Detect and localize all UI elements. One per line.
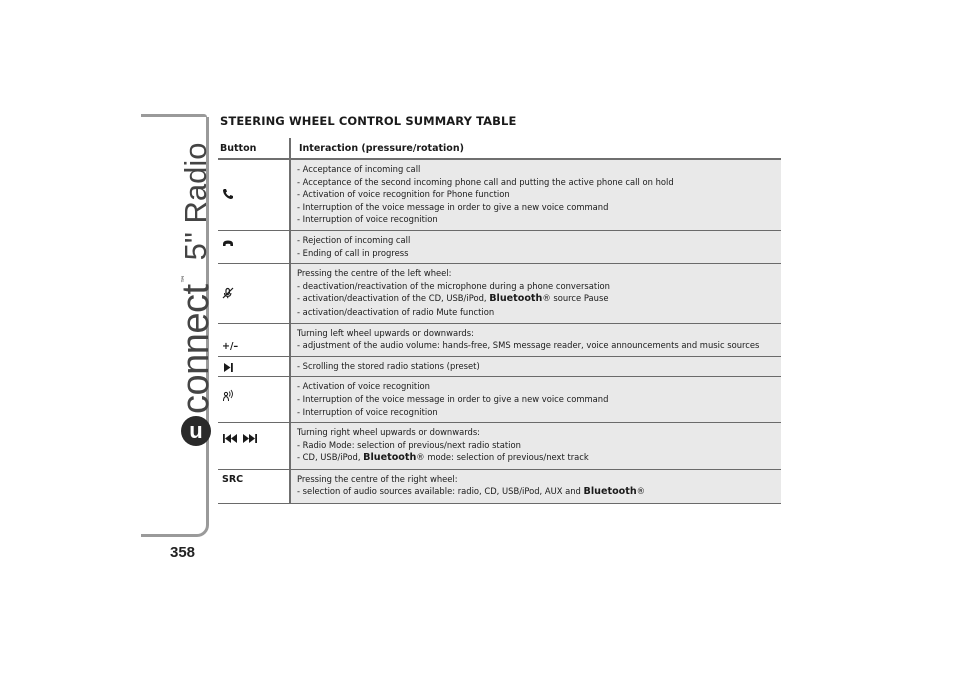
bluetooth-brand: Bluetooth bbox=[363, 452, 417, 464]
row-line: - activation/deactivation of radio Mute function bbox=[297, 306, 495, 317]
brand-trademark: ™ bbox=[181, 274, 191, 284]
row-line: - Acceptance of incoming call bbox=[297, 164, 421, 174]
voice-recognition-icon bbox=[222, 389, 235, 402]
phone-pickup-icon bbox=[222, 188, 234, 200]
row-line: - Activation of voice recognition bbox=[297, 381, 430, 392]
src-label: SRC bbox=[222, 473, 244, 485]
row-line: - deactivation/reactivation of the microphone during a phone conversation bbox=[297, 280, 610, 291]
row-line: - Activation of voice recognition for Phone function bbox=[297, 189, 510, 200]
row-line: - adjustment of the audio volume: hands-free, SMS message reader, voice announcements and music sources bbox=[297, 340, 760, 351]
row-line: - Interruption of the voice message in order to give a new voice command bbox=[297, 393, 609, 404]
row-line: - Radio Mode: selection of previous/next radio station bbox=[297, 439, 521, 450]
row-line: Turning left wheel upwards or downwards: bbox=[297, 327, 474, 338]
mute-icon bbox=[222, 287, 234, 299]
row-line: - Ending of call in progress bbox=[297, 247, 409, 258]
row-text: ® source Pause bbox=[542, 293, 609, 304]
table-header bbox=[218, 138, 781, 160]
table-row bbox=[218, 423, 781, 470]
row-line: - Scrolling the stored radio stations (preset) bbox=[297, 360, 480, 371]
bluetooth-brand: Bluetooth bbox=[489, 293, 543, 305]
row-line: - Interruption of the voice message in order to give a new voice command bbox=[297, 201, 609, 212]
row-line: - Acceptance of the second incoming phone call and putting the active phone call on hold bbox=[297, 176, 674, 187]
header-interaction: Interaction (pressure/rotation) bbox=[289, 138, 464, 158]
row-line: - Interruption of voice recognition bbox=[297, 406, 438, 417]
row-text: - CD, USB/iPod, bbox=[297, 452, 364, 463]
row-line: Pressing the centre of the right wheel: bbox=[297, 473, 458, 484]
brand-u-circle: u bbox=[181, 416, 211, 446]
row-text: ® mode: selection of previous/next track bbox=[416, 452, 589, 463]
bluetooth-brand: Bluetooth bbox=[583, 486, 637, 498]
row-line: - Rejection of incoming call bbox=[297, 234, 411, 245]
row-text: - selection of audio sources available: radio, CD, USB/iPod, AUX and bbox=[297, 486, 584, 497]
brand-model: 5" Radio bbox=[178, 142, 213, 261]
previous-next-icon bbox=[222, 433, 260, 444]
header-button: Button bbox=[220, 142, 257, 154]
volume-label: +/– bbox=[222, 340, 239, 352]
row-line: Pressing the centre of the left wheel: bbox=[297, 268, 452, 279]
table-row bbox=[218, 160, 781, 231]
row-text: - activation/deactivation of the CD, USB/iPod, bbox=[297, 293, 490, 304]
control-table bbox=[218, 138, 781, 504]
row-line: - Interruption of voice recognition bbox=[297, 214, 438, 225]
table-row bbox=[218, 231, 781, 264]
row-line bbox=[297, 485, 773, 499]
table-row bbox=[218, 264, 781, 323]
row-line: Turning right wheel upwards or downwards: bbox=[297, 427, 481, 438]
table-row bbox=[218, 324, 781, 357]
next-station-icon bbox=[222, 362, 234, 373]
row-line bbox=[297, 292, 773, 306]
row-text: ® bbox=[636, 486, 646, 497]
table-row bbox=[218, 470, 781, 504]
page-title: STEERING WHEEL CONTROL SUMMARY TABLE bbox=[220, 114, 517, 128]
table-row bbox=[218, 357, 781, 378]
page-number: 358 bbox=[170, 544, 196, 561]
table-row bbox=[218, 377, 781, 423]
phone-hangup-icon bbox=[222, 239, 234, 248]
brand-word: connect bbox=[174, 284, 217, 414]
row-line bbox=[297, 451, 773, 465]
